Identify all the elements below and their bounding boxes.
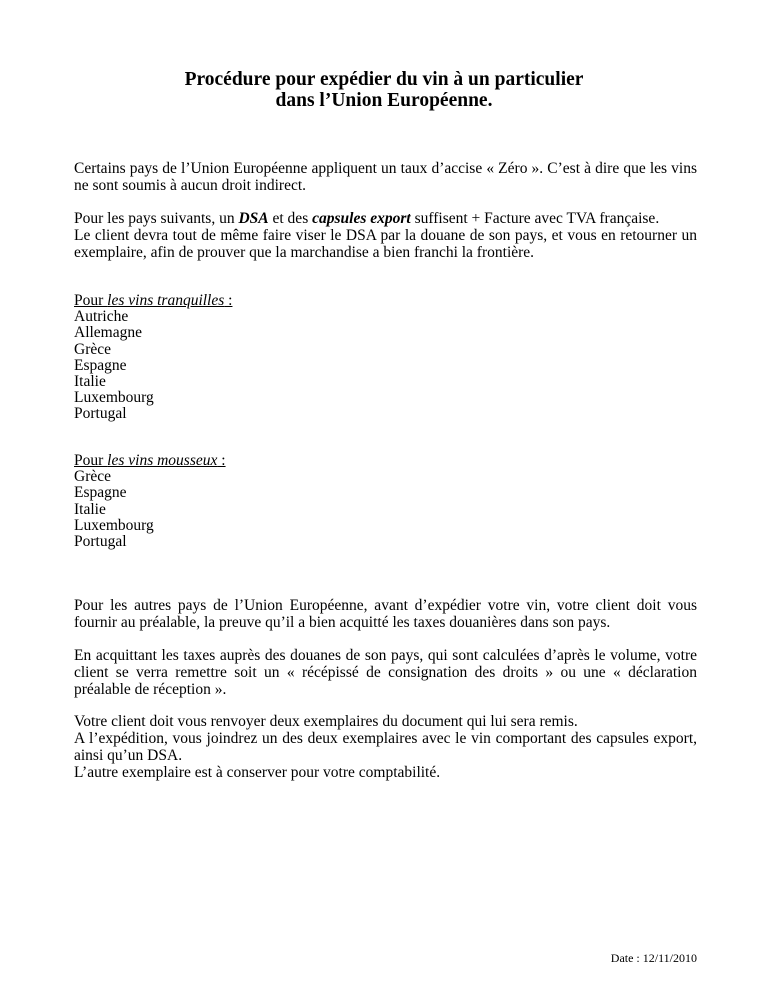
dsa-prefix: Pour les pays suivants, un: [74, 210, 239, 227]
title-line-2: dans l’Union Européenne.: [275, 90, 493, 111]
taxes-text: En acquittant les taxes auprès des douanes de son pays, qui sont calculées d’après le volume, votre client se verra remettre soit un « récépissé de consignation des droits » ou une « déclaration préalable de réception ».: [74, 647, 697, 698]
other-countries-text: Pour les autres pays de l’Union Européenne, avant d’expédier votre vin, votre client doit vous fournir au préalable, la preuve qu’il a bien acquitté les taxes douanières dans son pays.: [74, 597, 697, 631]
other-countries-paragraph: [74, 597, 697, 631]
dsa-line-1: [74, 210, 697, 227]
list-item: Autriche: [74, 308, 129, 326]
dsa-term: DSA: [238, 210, 269, 227]
still-wines-colon: :: [224, 292, 233, 309]
dsa-line-2: Le client devra tout de même faire viser le DSA par la douane de son pays, et vous en retourner un exemplaire, afin de prouver que la marchandise a bien franchi la frontière.: [74, 227, 697, 261]
list-item: Espagne: [74, 356, 127, 374]
list-item: Allemagne: [74, 324, 143, 342]
sparkling-wines-colon: :: [217, 452, 226, 469]
final-line-1: Votre client doit vous renvoyer deux exemplaires du document qui lui sera remis.: [74, 713, 578, 730]
final-paragraph: [74, 713, 697, 781]
still-wines-label: les vins tranquilles: [107, 292, 225, 309]
list-item: Portugal: [74, 405, 127, 423]
sparkling-wines-section: [74, 453, 697, 550]
document-date: Date : 12/11/2010: [610, 951, 697, 965]
intro-paragraph: [74, 160, 697, 194]
dsa-suffix: suffisent + Facture avec TVA française.: [410, 210, 660, 227]
list-item: Espagne: [74, 484, 127, 502]
final-line-3: L’autre exemplaire est à conserver pour votre comptabilité.: [74, 764, 441, 781]
dsa-mid: et des: [268, 210, 313, 227]
document-title: [0, 69, 768, 111]
dsa-paragraph: [74, 210, 697, 261]
list-item: Luxembourg: [74, 389, 154, 407]
intro-text: Certains pays de l’Union Européenne appliquent un taux d’accise « Zéro ». C’est à dire que les vins ne sont soumis à aucun droit indirect.: [74, 160, 697, 194]
still-wines-prefix: Pour: [74, 292, 108, 309]
capsules-export-term: capsules export: [312, 210, 411, 227]
list-item: Luxembourg: [74, 516, 154, 534]
sparkling-wines-prefix: Pour: [74, 452, 108, 469]
still-wines-section: [74, 293, 697, 423]
list-item: Italie: [74, 500, 106, 518]
sparkling-wines-label: les vins mousseux: [107, 452, 218, 469]
list-item: Italie: [74, 373, 106, 391]
final-line-2: A l’expédition, vous joindrez un des deux exemplaires avec le vin comportant des capsules export, ainsi qu’un DSA.: [74, 730, 697, 764]
taxes-paragraph: [74, 647, 697, 698]
list-item: Grèce: [74, 340, 111, 358]
title-line-1: Procédure pour expédier du vin à un particulier: [184, 69, 584, 90]
list-item: Portugal: [74, 533, 127, 551]
sparkling-wines-heading: [74, 453, 697, 469]
still-wines-heading: [74, 293, 697, 309]
list-item: Grèce: [74, 468, 111, 486]
